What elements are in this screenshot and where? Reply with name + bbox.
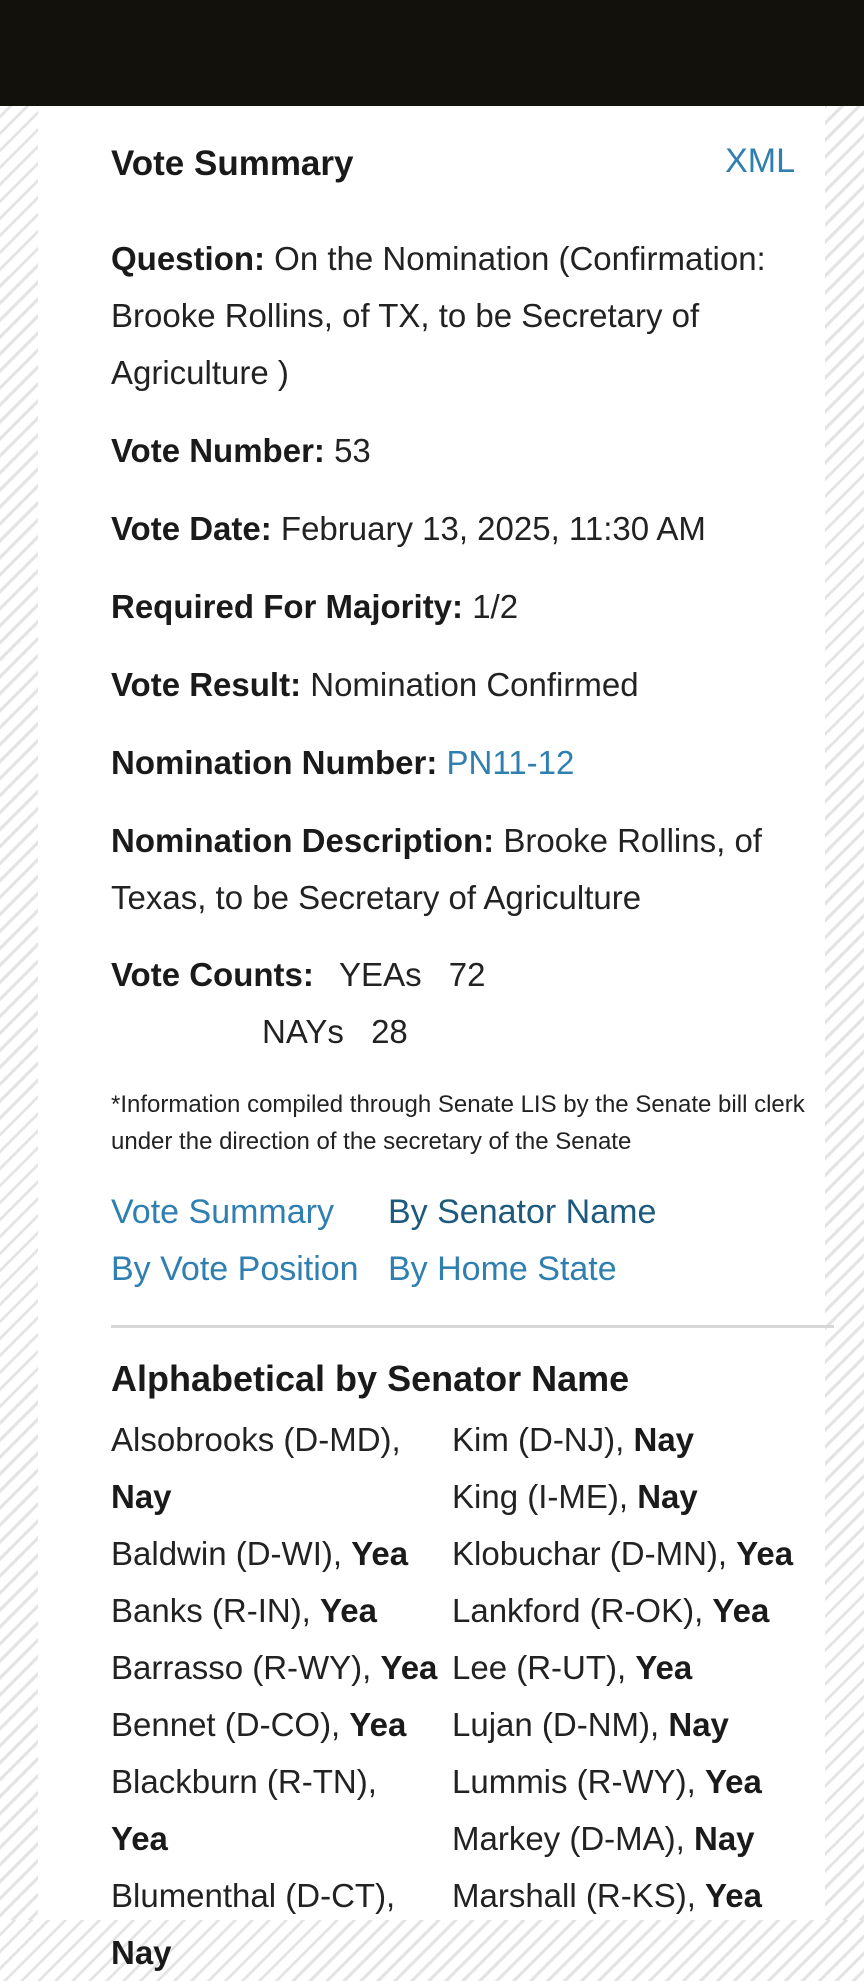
nomination-description-label: Nomination Description:	[111, 822, 495, 859]
list-item: Klobuchar (D-MN), Yea	[452, 1535, 794, 1572]
vote-number-value: 53	[334, 432, 371, 469]
list-item: Lankford (R-OK), Yea	[452, 1592, 770, 1629]
question-label: Question:	[111, 240, 265, 277]
list-item: Lee (R-UT), Yea	[452, 1649, 693, 1686]
vote-number-field	[111, 422, 811, 479]
list-item: King (I-ME), Nay	[452, 1478, 698, 1515]
list-item: Barrasso (R-WY), Yea	[111, 1649, 438, 1686]
divider	[111, 1325, 834, 1328]
section-title: Alphabetical by Senator Name	[111, 1358, 630, 1399]
page-title: Vote Summary	[111, 144, 354, 183]
nav-by-vote-position[interactable]: By Vote Position	[111, 1250, 359, 1288]
vote-number-label: Vote Number:	[111, 432, 325, 469]
vote-result-label: Vote Result:	[111, 666, 302, 703]
top-bar	[0, 0, 864, 106]
majority-field	[111, 578, 811, 635]
nav-by-home-state[interactable]: By Home State	[388, 1250, 617, 1288]
list-item: Kim (D-NJ), Nay	[452, 1421, 695, 1458]
yeas-label: YEAs	[339, 956, 422, 993]
nays-label: NAYs	[262, 1013, 344, 1050]
list-item: Blumenthal (D-CT), Nay	[111, 1877, 396, 1971]
list-item: Bennet (D-CO), Yea	[111, 1706, 407, 1743]
list-item: Lummis (R-WY), Yea	[452, 1763, 762, 1800]
list-item: Alsobrooks (D-MD), Nay	[111, 1421, 401, 1515]
nav-by-senator-name[interactable]: By Senator Name	[388, 1193, 657, 1231]
list-item: Baldwin (D-WI), Yea	[111, 1535, 409, 1572]
footnote: *Information compiled through Senate LIS by the Senate bill clerk under the direction of the secretary of the Senate	[111, 1091, 805, 1155]
list-item: Banks (R-IN), Yea	[111, 1592, 377, 1629]
list-item: Marshall (R-KS), Yea	[452, 1877, 762, 1914]
list-item: Lujan (D-NM), Nay	[452, 1706, 729, 1743]
vote-date-label: Vote Date:	[111, 510, 272, 547]
vote-date-field	[111, 500, 811, 557]
nomination-description-field	[111, 812, 811, 926]
nomination-number-label: Nomination Number:	[111, 744, 438, 781]
nomination-number-link[interactable]: PN11-12	[446, 744, 575, 781]
majority-value: 1/2	[472, 588, 519, 625]
vote-counts-field	[111, 946, 811, 1003]
vote-counts-label: Vote Counts:	[111, 956, 314, 993]
list-item: Blackburn (R-TN), Yea	[111, 1763, 377, 1857]
question-value: On the Nomination (Confirmation: Brooke Rollins, of TX, to be Secretary of Agriculture )	[111, 240, 766, 391]
nomination-description-value: Brooke Rollins, of Texas, to be Secretary of Agriculture	[111, 822, 762, 916]
majority-label: Required For Majority:	[111, 588, 464, 625]
senator-list-left	[111, 1411, 441, 1981]
question-field	[111, 230, 811, 401]
vote-summary-card	[38, 106, 825, 1971]
nays-count: 28	[371, 1013, 408, 1050]
nays-row	[262, 1003, 562, 1060]
nav-vote-summary[interactable]: Vote Summary	[111, 1193, 334, 1231]
vote-result-field	[111, 656, 811, 713]
senator-list-right	[452, 1411, 822, 1924]
yeas-count: 72	[448, 956, 486, 993]
nomination-number-field	[111, 734, 811, 791]
vote-date-value: February 13, 2025, 11:30 AM	[280, 510, 706, 547]
vote-result-value: Nomination Confirmed	[310, 666, 639, 703]
list-item: Markey (D-MA), Nay	[452, 1820, 755, 1857]
xml-link[interactable]: XML	[725, 142, 795, 180]
